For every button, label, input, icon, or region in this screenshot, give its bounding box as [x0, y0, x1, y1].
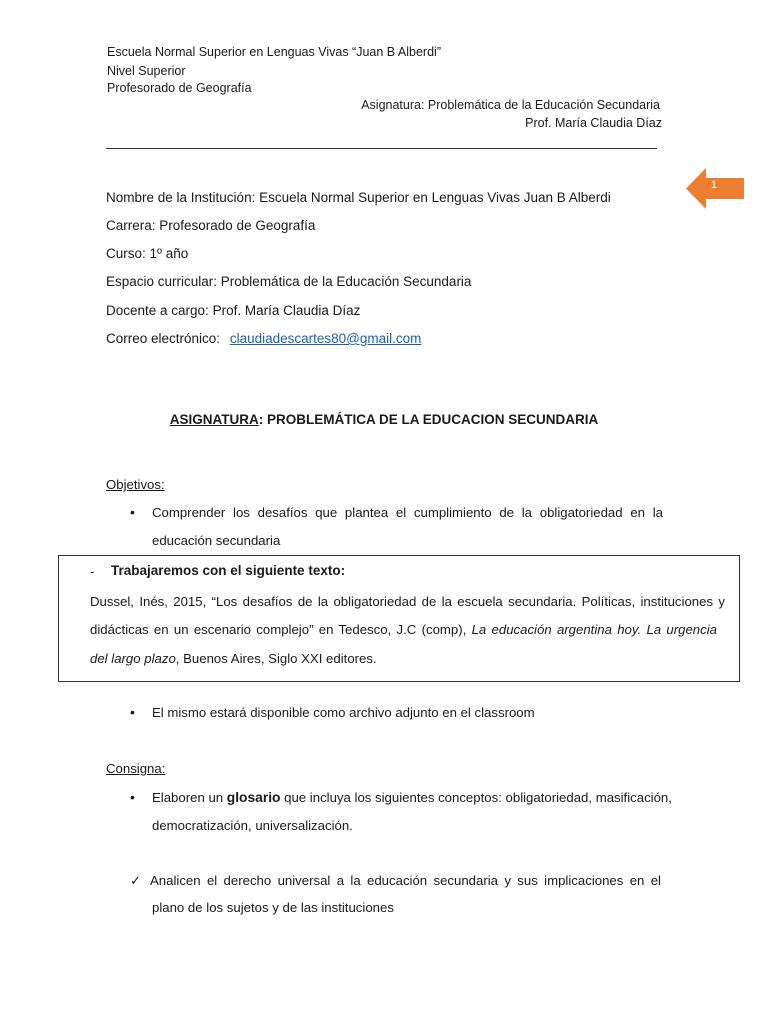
assignment-item1-line1 — [152, 790, 672, 805]
assignment-item1-line2: democratización, universalización. — [152, 818, 353, 833]
email-link[interactable]: claudiadescartes80@gmail.com — [229, 331, 422, 346]
box-citation-line1: Dussel, Inés, 2015, “Los desafíos de la obligatoriedad de la escuela secundaria. Políticas, instituciones y — [90, 594, 725, 609]
assignment-item1-bold: glosario — [226, 790, 281, 805]
assignment-bullet-icon: • — [130, 789, 135, 805]
header-program: Profesorado de Geografía — [107, 81, 252, 95]
info-email-row — [106, 331, 421, 346]
info-email-label: Correo electrónico: — [106, 331, 221, 346]
objectives-bullet-icon: • — [130, 504, 135, 520]
assignment-item2-line2: plano de los sujetos y de las instituciones — [152, 900, 394, 915]
availability-text: El mismo estará disponible como archivo adjunto en el classroom — [152, 705, 535, 720]
assignment-heading: Consigna: — [106, 761, 166, 776]
header-level: Nivel Superior — [107, 64, 186, 78]
page-title — [0, 412, 768, 427]
availability-bullet-icon: • — [130, 704, 135, 720]
objectives-item-line2: educación secundaria — [152, 533, 281, 548]
title-rest: : PROBLEMÁTICA DE LA EDUCACION SECUNDARIA — [258, 412, 599, 427]
info-course: Curso: 1º año — [106, 246, 189, 261]
box-citation-book-title: La educación argentina hoy. La urgencia — [471, 622, 717, 637]
box-dash: - — [90, 564, 95, 579]
box-citation-line2-plain: didácticas en un escenario complejo” en Tedesco, J.C (comp), — [90, 622, 472, 637]
header-subject: Asignatura: Problemática de la Educación Secundaria — [361, 98, 660, 112]
header-professor: Prof. María Claudia Díaz — [525, 116, 662, 130]
page-number: 1 — [710, 179, 718, 191]
header-divider — [106, 148, 657, 149]
title-underlined: ASIGNATURA — [169, 412, 259, 427]
box-citation-line3-plain: , Buenos Aires, Siglo XXI editores. — [175, 651, 377, 666]
assignment-check-icon: ✓ — [130, 873, 142, 888]
box-heading: Trabajaremos con el siguiente texto: — [111, 563, 346, 578]
info-career: Carrera: Profesorado de Geografía — [106, 218, 316, 233]
assignment-item2-line1: Analicen el derecho universal a la educación secundaria y sus implicaciones en el — [150, 873, 661, 888]
box-citation-line3 — [90, 651, 377, 666]
info-curricular-space: Espacio curricular: Problemática de la Educación Secundaria — [106, 274, 472, 289]
box-citation-line2 — [90, 622, 717, 637]
info-institution: Nombre de la Institución: Escuela Normal Superior en Lenguas Vivas Juan B Alberdi — [106, 190, 611, 205]
info-teacher: Docente a cargo: Prof. María Claudia Díaz — [106, 303, 361, 318]
assignment-item1-post: que incluya los siguientes conceptos: obligatoriedad, masificación, — [280, 790, 672, 805]
objectives-item-line1: Comprender los desafíos que plantea el cumplimiento de la obligatoriedad en la — [152, 505, 663, 520]
objectives-heading: Objetivos: — [106, 477, 165, 492]
header-school: Escuela Normal Superior en Lenguas Vivas “Juan B Alberdi” — [107, 45, 441, 59]
box-citation-book-subtitle: del largo plazo — [90, 651, 176, 666]
assignment-item1-pre: Elaboren un — [152, 790, 227, 805]
